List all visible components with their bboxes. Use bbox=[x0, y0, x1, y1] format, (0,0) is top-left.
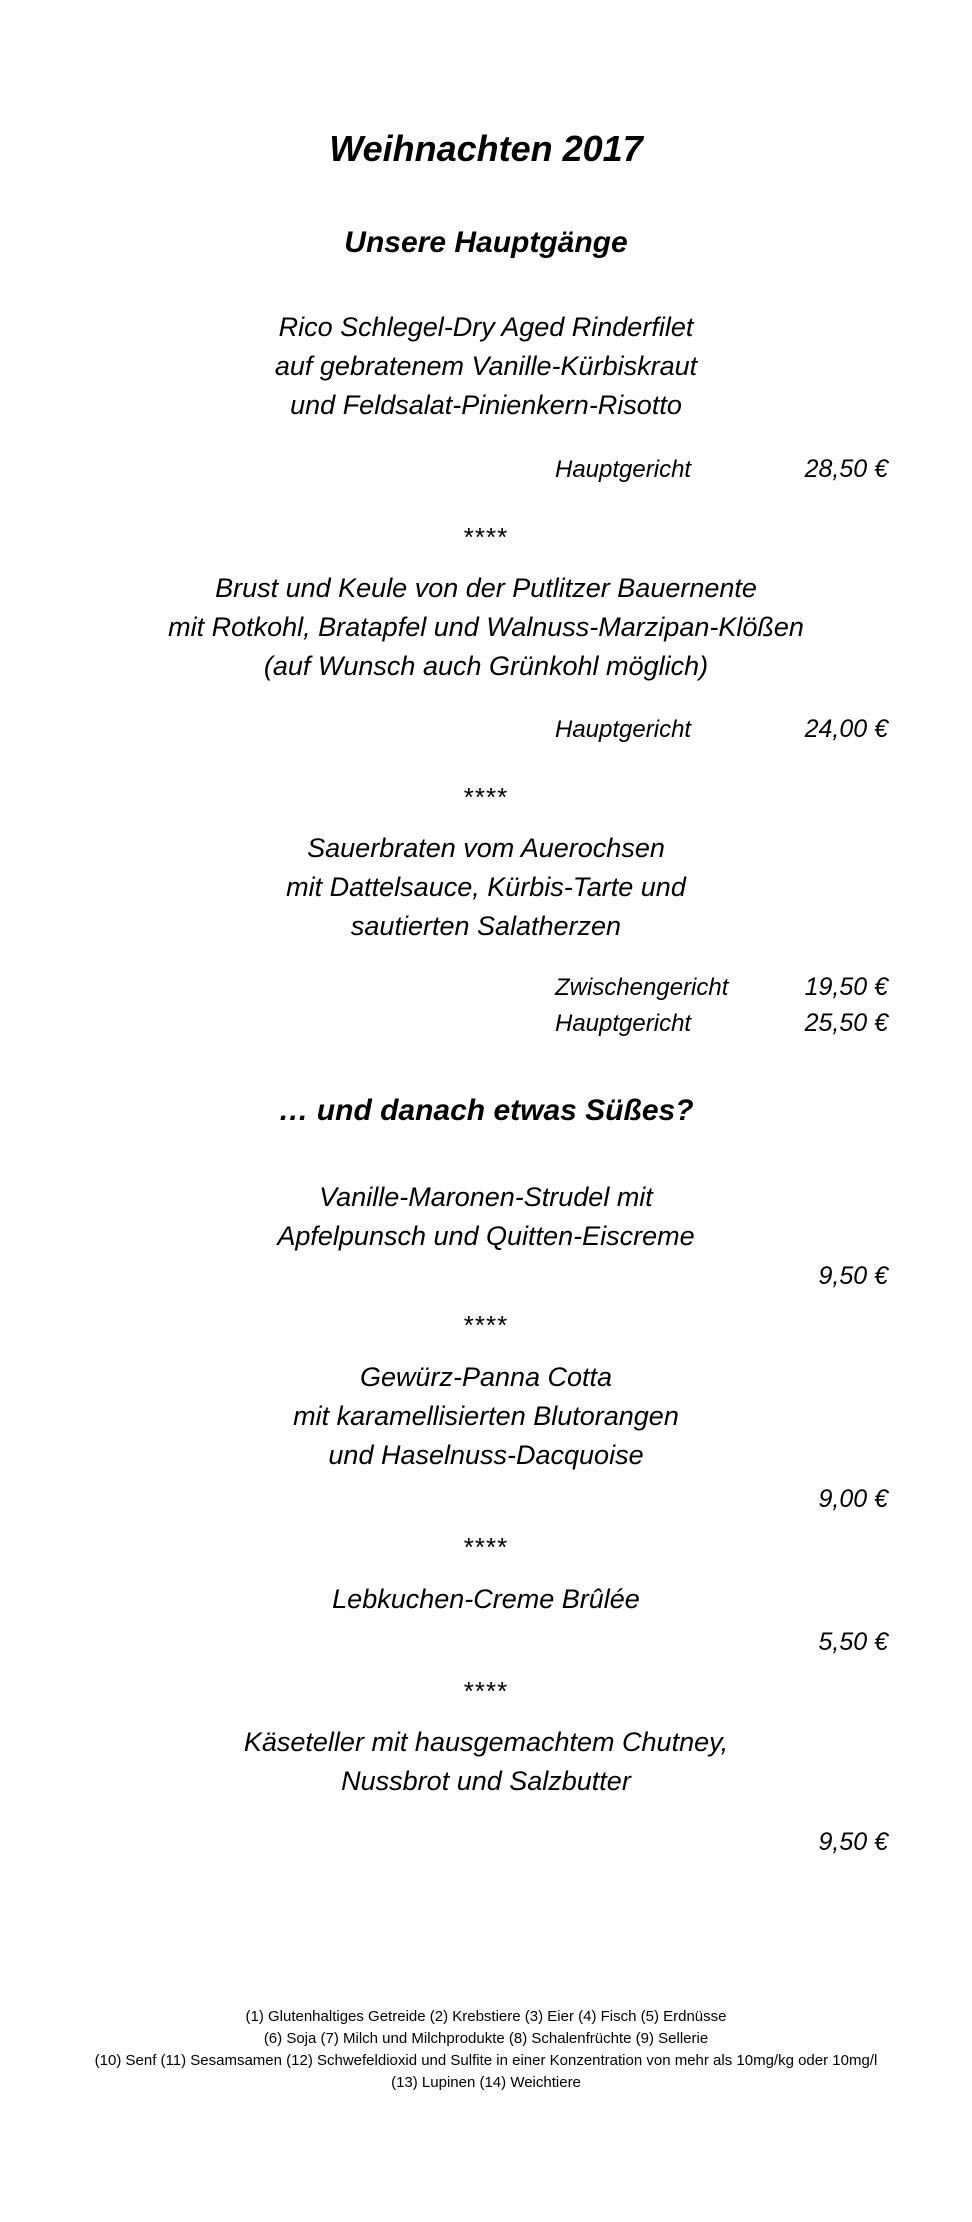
price-label: Hauptgericht bbox=[555, 1010, 692, 1037]
price-value: 9,50 € bbox=[818, 1262, 888, 1290]
dish-line: Sauerbraten vom Auerochsen bbox=[307, 833, 665, 863]
price-value: 28,50 € bbox=[804, 455, 888, 483]
dessert-heading: … und danach etwas Süßes? bbox=[278, 1094, 694, 1127]
dish-line: sautierten Salatherzen bbox=[350, 911, 622, 941]
separator: **** bbox=[463, 1532, 509, 1562]
allergen-line: (6) Soja (7) Milch und Milchprodukte (8) Schalenfrüchte (9) Sellerie bbox=[263, 2030, 709, 2047]
dish-line: mit Rotkohl, Bratapfel und Walnuss-Marzipan-Klößen bbox=[168, 612, 804, 642]
allergen-line: (13) Lupinen (14) Weichtiere bbox=[391, 2074, 581, 2091]
allergen-footnotes bbox=[0, 2006, 972, 2094]
separator: **** bbox=[463, 522, 509, 552]
main-course-heading: Unsere Hauptgänge bbox=[344, 226, 628, 259]
dish-line: mit karamellisierten Blutorangen bbox=[293, 1401, 679, 1431]
price-value: 9,50 € bbox=[818, 1828, 888, 1856]
dish-line: Nussbrot und Salzbutter bbox=[341, 1766, 631, 1796]
dish-line: Vanille-Maronen-Strudel mit bbox=[319, 1182, 653, 1212]
price-label: Zwischengericht bbox=[555, 974, 729, 1001]
dish-line: mit Dattelsauce, Kürbis-Tarte und bbox=[286, 872, 686, 902]
dessert-dish-2 bbox=[0, 1358, 972, 1475]
dish-line: Apfelpunsch und Quitten-Eiscreme bbox=[277, 1221, 695, 1251]
dish-line: und Haselnuss-Dacquoise bbox=[328, 1440, 644, 1470]
dish-line: Lebkuchen-Creme Brûlée bbox=[332, 1584, 640, 1614]
price-label: Hauptgericht bbox=[555, 716, 692, 743]
main-dish-2 bbox=[0, 569, 972, 686]
dish-line: Käseteller mit hausgemachtem Chutney, bbox=[243, 1727, 729, 1757]
allergen-line: (1) Glutenhaltiges Getreide (2) Krebstiere (3) Eier (4) Fisch (5) Erdnüsse bbox=[245, 2008, 727, 2025]
separator: **** bbox=[463, 1310, 509, 1340]
dish-line: Gewürz-Panna Cotta bbox=[359, 1362, 613, 1392]
main-dish-1 bbox=[0, 308, 972, 425]
menu-title: Weihnachten 2017 bbox=[329, 128, 643, 169]
dessert-dish-1 bbox=[0, 1178, 972, 1256]
dish-line: Brust und Keule von der Putlitzer Bauernente bbox=[215, 573, 757, 603]
price-value: 24,00 € bbox=[804, 715, 888, 743]
dish-line: und Feldsalat-Pinienkern-Risotto bbox=[290, 390, 682, 420]
price-label: Hauptgericht bbox=[555, 456, 692, 483]
dessert-dish-4 bbox=[0, 1723, 972, 1801]
dish-line: auf gebratenem Vanille-Kürbiskraut bbox=[274, 351, 698, 381]
separator: **** bbox=[463, 1676, 509, 1706]
separator: **** bbox=[463, 782, 509, 812]
main-dish-3 bbox=[0, 829, 972, 946]
allergen-line: (10) Senf (11) Sesamsamen (12) Schwefeldioxid und Sulfite in einer Konzentration von mehr als 10mg/kg oder 10mg/l bbox=[94, 2052, 878, 2069]
price-value: 19,50 € bbox=[804, 973, 888, 1001]
price-value: 25,50 € bbox=[804, 1009, 888, 1037]
price-value: 5,50 € bbox=[818, 1628, 888, 1656]
dish-line: Rico Schlegel-Dry Aged Rinderfilet bbox=[278, 312, 694, 342]
dish-line: (auf Wunsch auch Grünkohl möglich) bbox=[263, 651, 709, 681]
dessert-dish-3 bbox=[0, 1580, 972, 1619]
price-value: 9,00 € bbox=[818, 1485, 888, 1513]
